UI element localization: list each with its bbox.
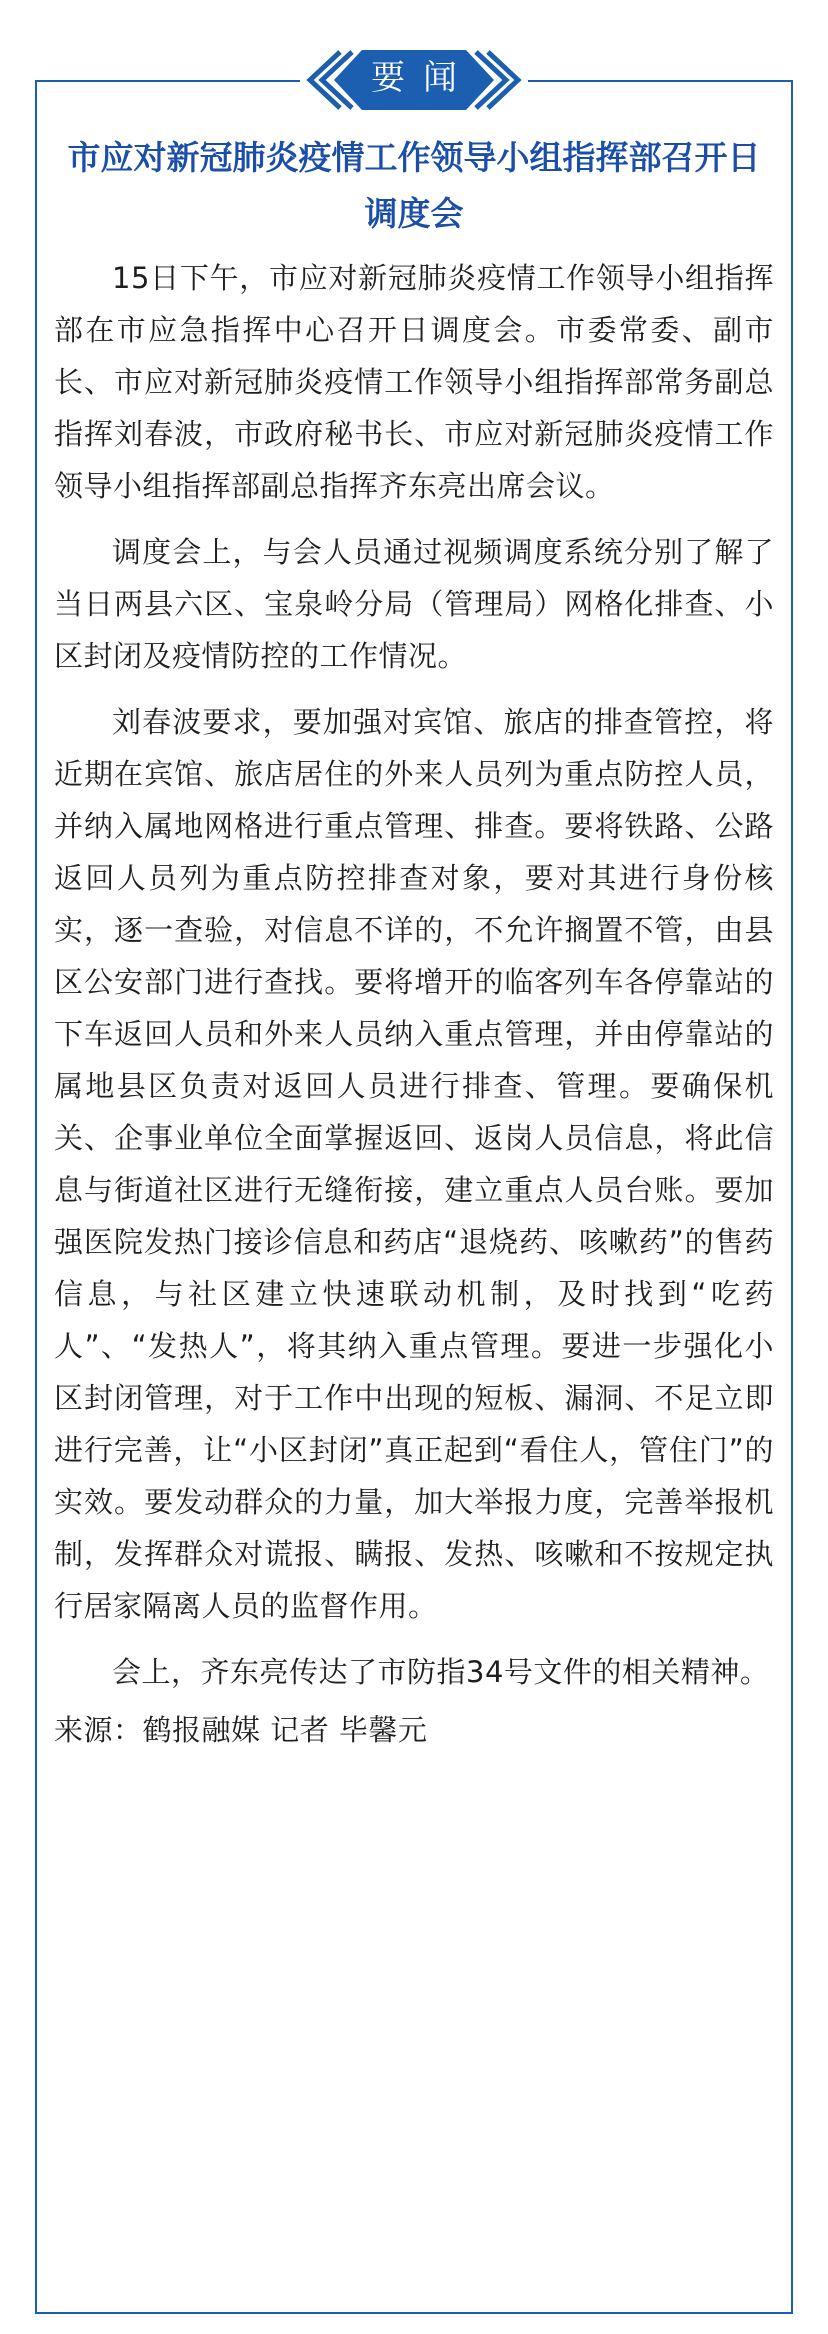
article-paragraph-4: 会上，齐东亮传达了市防指34号文件的相关精神。 xyxy=(112,1655,770,1689)
article-paragraph-3: 刘春波要求，要加强对宾馆、旅店的排查管控，将近期在宾馆、旅店居住的外来人员列为重点防控人员，并纳入属地网格进行重点管理、排查。要将铁路、公路返回人员列为重点防控排查对象，要对其进行身份核实，逐一查验，对信息不详的，不允许搁置不管，由县区公安部门进行查找。要将增开的临客列车各停靠站的下车返回人员和外来人员纳入重点管理，并由停靠站的属地县区负责对返回人员进行排查、管理。要确保机关、企事业单位全面掌握返回、返岗人员信息，将此信息与街道社区进行无缝衔接，建立重点人员台账。要加强医院发热门接诊信息和药店“退烧药、咳嗽药”的售药信息，与社区建立快速联动机制，及时找到“吃药人”、“发热人”，将其纳入重点管理。要进一步强化小区封闭管理，对于工作中出现的短板、漏洞、不足立即进行完善，让“小区封闭”真正起到“看住人，管住门”的实效。要发动群众的力量，加大举报力度，完善举报机制，发挥群众对谎报、瞒报、发热、咳嗽和不按规定执行居家隔离人员的监督作用。 xyxy=(54,705,774,1623)
article-source: 来源：鹤报融媒 记者 毕馨元 xyxy=(54,1713,428,1747)
section-badge xyxy=(0,40,828,120)
article-content xyxy=(54,130,774,1756)
article-paragraph-1: 15日下午，市应对新冠肺炎疫情工作领导小组指挥部在市应急指挥中心召开日调度会。市委常委、副市长、市应对新冠肺炎疫情工作领导小组指挥部常务副总指挥刘春波，市政府秘书长、市应对新冠肺炎疫情工作领导小组指挥部副总指挥齐东亮出席会议。 xyxy=(54,261,774,503)
article-paragraph-2: 调度会上，与会人员通过视频调度系统分别了解了当日两县六区、宝泉岭分局（管理局）网格化排查、小区封闭及疫情防控的工作情况。 xyxy=(54,535,774,673)
badge-label: 要闻 xyxy=(371,58,475,98)
article-title: 市应对新冠肺炎疫情工作领导小组指挥部召开日调度会 xyxy=(67,138,761,233)
